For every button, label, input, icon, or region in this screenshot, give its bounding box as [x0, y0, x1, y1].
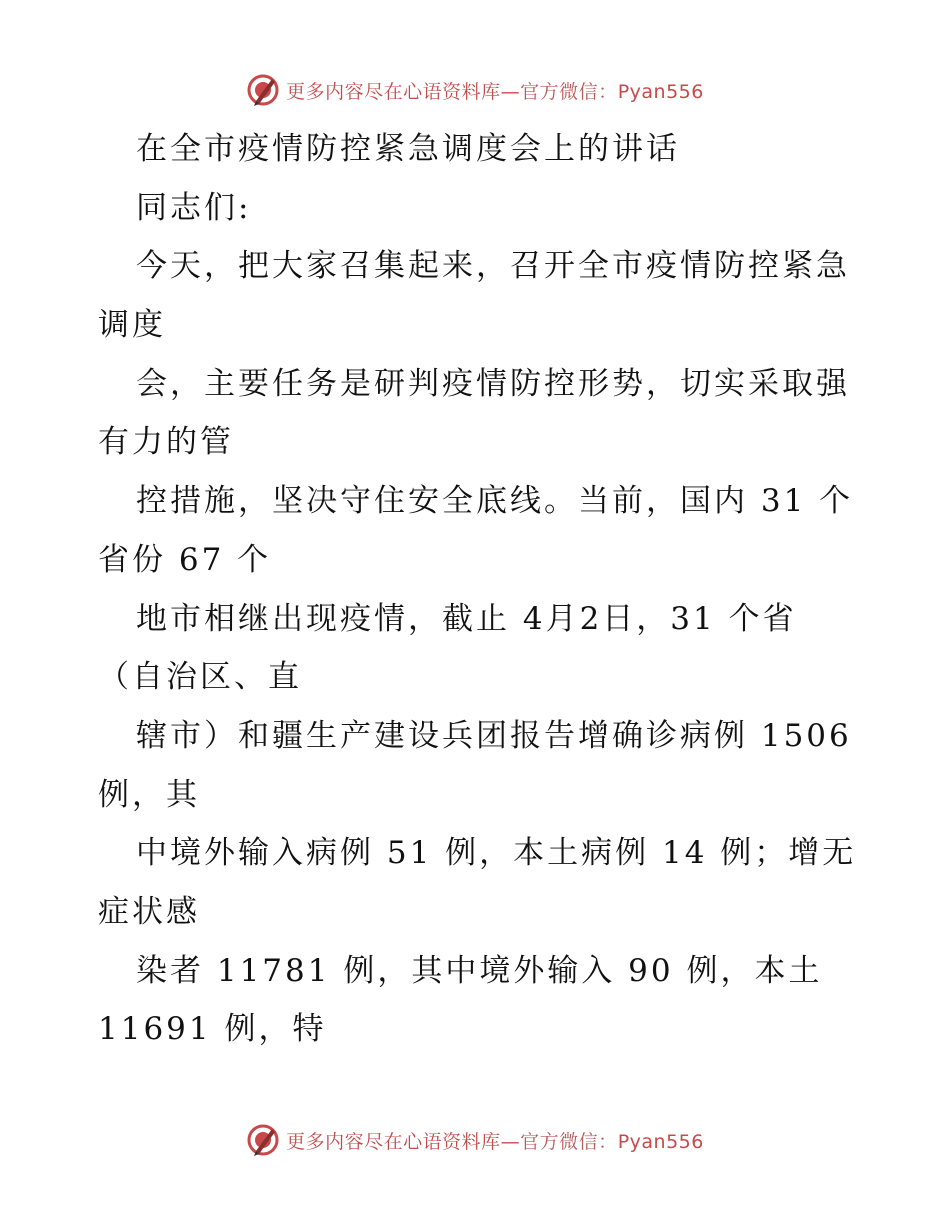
text-line: 有力的管: [98, 424, 234, 461]
watermark-label: 官方微信：: [520, 1130, 618, 1153]
text-line: 染者 11781 例，其中境外输入 90 例，本土: [136, 952, 823, 989]
text-line: 中境外输入病例 51 例，本土病例 14 例；增无: [136, 835, 857, 872]
watermark-label: 官方微信：: [520, 80, 618, 103]
watermark-text: [286, 77, 704, 104]
text-line: （自治区、直: [98, 659, 302, 696]
watermark-account: Pyan556: [617, 80, 704, 103]
header-watermark: [0, 72, 950, 108]
text-line: 地市相继出现疫情，截止 4月2日，31 个省: [136, 600, 797, 637]
pen-logo-icon: [246, 73, 280, 107]
text-line: 省份 67 个: [98, 541, 272, 578]
watermark-account: Pyan556: [617, 1130, 704, 1153]
watermark-text: [286, 1127, 704, 1154]
text-line: 症状感: [98, 893, 200, 930]
pen-logo-icon: [246, 1123, 280, 1157]
watermark-dash: —: [500, 80, 521, 103]
watermark-brand: 更多内容尽在心语资料库: [286, 80, 501, 103]
salutation: 同志们:: [136, 189, 252, 226]
footer-watermark: [0, 1122, 950, 1158]
text-line: 调度: [98, 307, 166, 344]
text-line: 今天，把大家召集起来，召开全市疫情防控紧急: [136, 248, 850, 285]
watermark-dash: —: [500, 1130, 521, 1153]
watermark-brand: 更多内容尽在心语资料库: [286, 1130, 501, 1153]
text-line: 会，主要任务是研判疫情防控形势，切实采取强: [136, 365, 850, 402]
text-line: 控措施，坚决守住安全底线。当前，国内 31 个: [136, 483, 854, 520]
document-title: 在全市疫情防控紧急调度会上的讲话: [136, 131, 680, 167]
document-body: [98, 120, 858, 1059]
text-line: 11691 例，特: [98, 1011, 327, 1048]
text-line: 例，其: [98, 776, 200, 813]
text-line: 辖市）和疆生产建设兵团报告增确诊病例 1506: [136, 717, 852, 754]
